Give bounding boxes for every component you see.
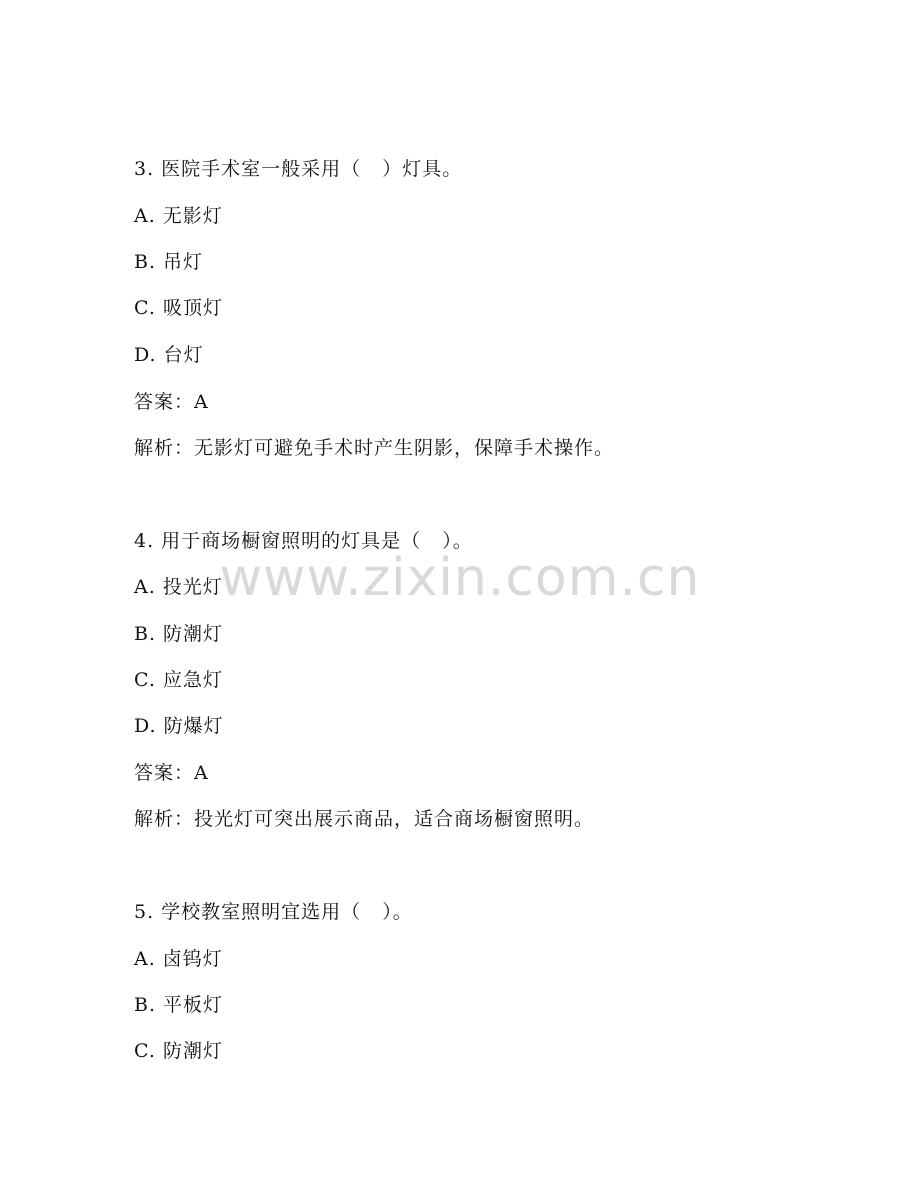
question-5-option-a: A. 卤钨灯 (134, 948, 223, 970)
question-3-option-c: C. 吸顶灯 (134, 297, 223, 319)
question-4-option-b: B. 防潮灯 (134, 623, 224, 645)
question-5-stem: 5. 学校教室照明宜选用（ ）。 (134, 901, 413, 923)
question-3-answer: 答案：A (134, 391, 209, 413)
question-3-option-a: A. 无影灯 (134, 205, 223, 227)
question-5-option-b: B. 平板灯 (134, 994, 224, 1016)
question-4-option-c: C. 应急灯 (134, 669, 223, 691)
question-3-option-d: D. 台灯 (134, 344, 204, 366)
question-4-stem: 4. 用于商场橱窗照明的灯具是（ ）。 (134, 530, 473, 552)
question-4-answer: 答案：A (134, 762, 209, 784)
question-5-option-c: C. 防潮灯 (134, 1040, 223, 1062)
question-3-analysis: 解析：无影灯可避免手术时产生阴影，保障手术操作。 (134, 437, 615, 459)
question-4-analysis: 解析：投光灯可突出展示商品，适合商场橱窗照明。 (134, 808, 595, 830)
watermark: www.zixin.com.cn (219, 548, 701, 608)
question-3-stem: 3. 医院手术室一般采用（ ）灯具。 (134, 158, 463, 180)
question-3-option-b: B. 吊灯 (134, 251, 204, 273)
question-4-option-d: D. 防爆灯 (134, 715, 224, 737)
question-4-option-a: A. 投光灯 (134, 576, 223, 598)
